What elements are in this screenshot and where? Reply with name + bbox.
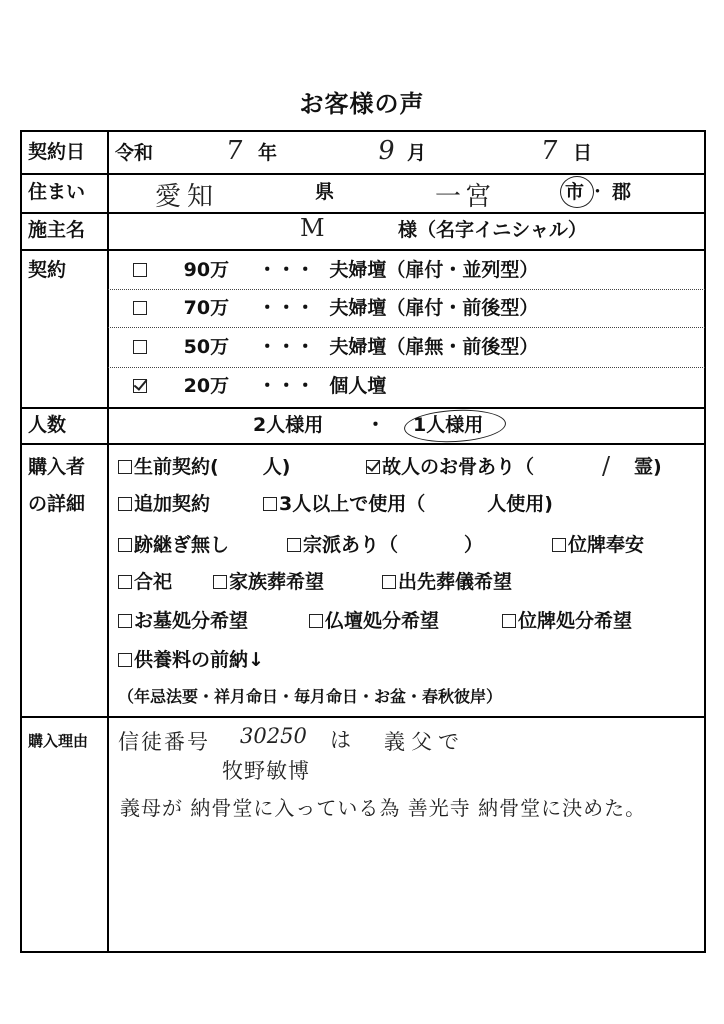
checkbox[interactable]: [263, 497, 277, 511]
people-separator: ・: [366, 414, 386, 436]
option-divider: [108, 367, 705, 368]
three-plus-option[interactable]: 3人以上で使用（ 人使用): [263, 493, 553, 515]
people-option-two[interactable]: 2人様用: [253, 414, 324, 436]
family-funeral-option[interactable]: 家族葬希望: [213, 571, 324, 593]
date-day-value[interactable]: 7: [538, 136, 560, 166]
checkbox[interactable]: [133, 263, 147, 277]
checkbox[interactable]: [552, 538, 566, 552]
reason-line1-a: 信徒番号: [118, 730, 210, 754]
city-unit[interactable]: 市: [565, 181, 585, 203]
offering-prepay-option[interactable]: 供養料の前納↓: [118, 649, 264, 671]
city-value[interactable]: 一宮: [435, 182, 496, 212]
checkbox-checked[interactable]: [366, 460, 380, 474]
label-column-divider: [107, 130, 109, 953]
checkbox[interactable]: [118, 497, 132, 511]
row-line: [20, 249, 706, 251]
address-label: 住まい: [28, 181, 86, 203]
buyer-details-label-2: の詳細: [28, 493, 86, 515]
departure-funeral-option[interactable]: 出先葬儀希望: [382, 571, 512, 593]
grave-disposal-option[interactable]: お墓処分希望: [118, 610, 248, 632]
date-year-unit: 年: [258, 142, 278, 164]
checkbox[interactable]: [118, 653, 132, 667]
page-title: お客様の声: [299, 90, 425, 118]
checkbox[interactable]: [133, 340, 147, 354]
people-option-one[interactable]: 1人様用: [413, 414, 484, 436]
gun-unit[interactable]: 郡: [612, 181, 632, 203]
option-divider: [108, 289, 705, 290]
owner-initial-value[interactable]: M: [300, 214, 325, 242]
checkbox[interactable]: [287, 538, 301, 552]
checkbox[interactable]: [382, 575, 396, 589]
row-line: [20, 212, 706, 214]
checkbox[interactable]: [118, 614, 132, 628]
checkbox[interactable]: [133, 301, 147, 315]
row-line: [20, 443, 706, 445]
reason-line3: 義母が 納骨堂に入っている為 善光寺 納骨堂に決めた。: [120, 796, 647, 820]
date-month-value[interactable]: 9: [375, 136, 397, 166]
no-successor-option[interactable]: 跡継ぎ無し: [118, 534, 229, 556]
remains-count-value[interactable]: /: [602, 452, 611, 480]
people-label: 人数: [28, 414, 67, 436]
date-day-unit: 日: [573, 142, 593, 164]
date-year-value[interactable]: 7: [223, 136, 245, 166]
contract-option-20[interactable]: 20万 ・・・ 個人壇: [133, 375, 386, 397]
owner-name-label: 施主名: [28, 219, 86, 241]
checkbox[interactable]: [309, 614, 323, 628]
checkbox[interactable]: [118, 538, 132, 552]
checkbox[interactable]: [213, 575, 227, 589]
pre-contract-option[interactable]: 生前契約( 人): [118, 456, 290, 478]
buyer-details-label-1: 購入者: [28, 456, 86, 478]
prefecture-unit: 県: [315, 181, 335, 203]
remains-unit: 霊): [634, 456, 662, 478]
contract-date-label: 契約日: [28, 141, 86, 163]
contract-label: 契約: [28, 259, 67, 281]
prefecture-value[interactable]: 愛知: [155, 182, 220, 212]
goushi-option[interactable]: 合祀: [118, 571, 172, 593]
altar-disposal-option[interactable]: 仏壇処分希望: [309, 610, 439, 632]
row-line: [20, 173, 706, 175]
reason-line1-b: は: [330, 728, 351, 752]
ihai-disposal-option[interactable]: 位牌処分希望: [502, 610, 632, 632]
address-separator: ・: [588, 181, 608, 203]
additional-contract-option[interactable]: 追加契約: [118, 493, 210, 515]
contract-option-90[interactable]: 90万 ・・・ 夫婦壇（扉付・並列型）: [133, 259, 538, 281]
has-remains-option[interactable]: 故人のお骨あり（: [366, 456, 534, 478]
checkbox-checked[interactable]: [133, 379, 147, 393]
reason-line2: 牧野敏博: [222, 759, 310, 783]
memorial-note: （年忌法要・祥月命日・毎月命日・お盆・春秋彼岸）: [118, 687, 503, 706]
date-month-unit: 月: [407, 142, 427, 164]
checkbox[interactable]: [118, 460, 132, 474]
date-era: 令和: [115, 142, 154, 164]
row-line: [20, 407, 706, 409]
row-line: [20, 716, 706, 718]
owner-suffix: 様（名字イニシャル）: [398, 219, 587, 241]
checkbox[interactable]: [502, 614, 516, 628]
option-divider: [108, 327, 705, 328]
reason-line1-num: 30250: [240, 724, 307, 748]
reason-line1-c: 義父で: [384, 730, 465, 754]
contract-option-50[interactable]: 50万 ・・・ 夫婦壇（扉無・前後型）: [133, 336, 538, 358]
contract-option-70[interactable]: 70万 ・・・ 夫婦壇（扉付・前後型）: [133, 297, 538, 319]
sect-option[interactable]: 宗派あり（ ）: [287, 534, 483, 556]
ihai-option[interactable]: 位牌奉安: [552, 534, 644, 556]
checkbox[interactable]: [118, 575, 132, 589]
reason-label: 購入理由: [28, 732, 89, 750]
